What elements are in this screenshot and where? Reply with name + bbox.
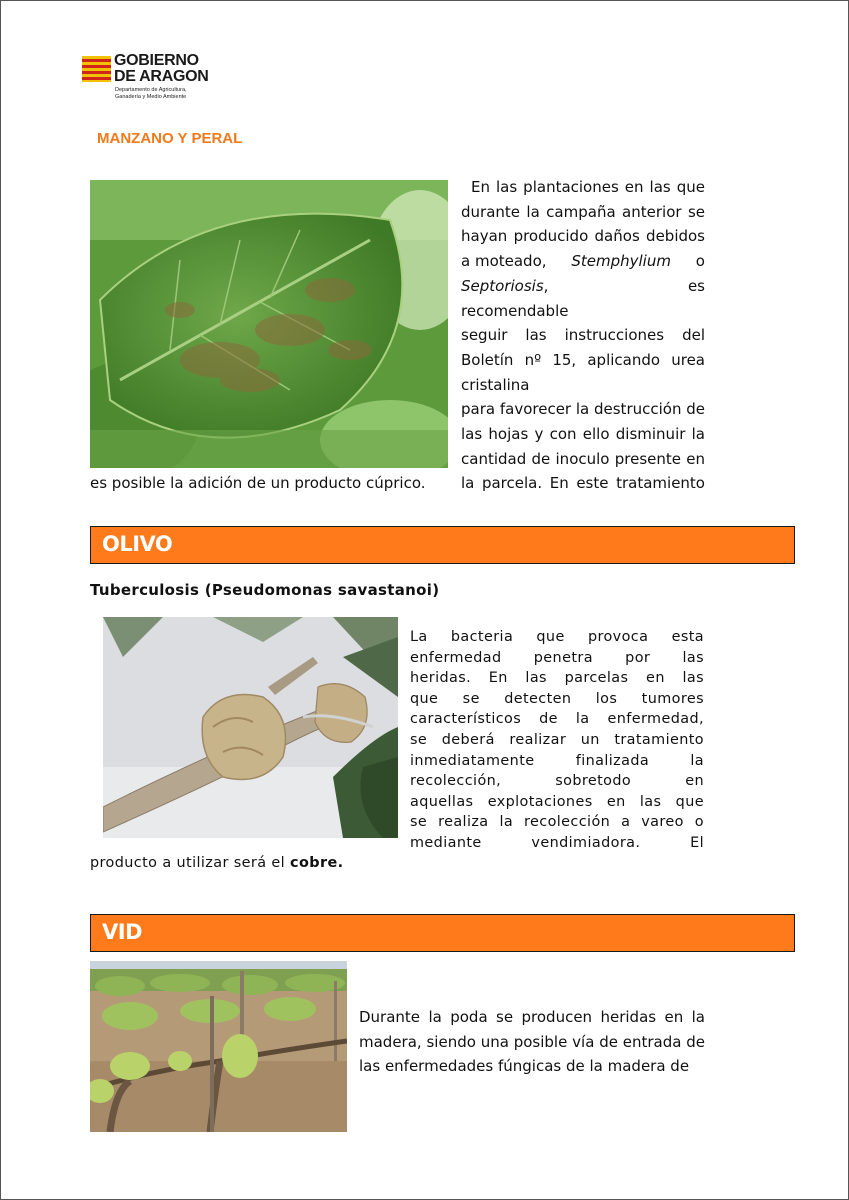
logo-subline2: Ganadería y Medio Ambiente — [115, 94, 187, 100]
section-bar-vid — [90, 914, 795, 952]
olivo-line: recolección, sobretodo en — [410, 773, 704, 790]
gobierno-aragon-logo — [80, 50, 220, 106]
section-title-vid: VID — [102, 920, 142, 944]
manzano-line: durante la campaña anterior se — [461, 202, 705, 221]
aragon-flag-icon — [82, 56, 111, 82]
olivo-line: inmediatamente finalizada la — [410, 752, 704, 769]
section-title-olivo: OLIVO — [102, 532, 173, 556]
manzano-line: En las plantaciones en las que — [471, 178, 705, 196]
olivo-paragraph-right — [410, 627, 704, 854]
manzano-line: seguir las instrucciones del — [461, 326, 705, 345]
olivo-line-last — [90, 853, 510, 874]
manzano-line: Boletín nº 15, aplicando urea — [461, 350, 705, 369]
olivo-line: aquellas explotaciones en las que — [410, 793, 704, 810]
olivo-line: heridas. En las parcelas en las — [410, 670, 704, 687]
olivo-line: se realiza la recolección a vareo o — [410, 814, 704, 831]
section-title-manzano: MANZANO Y PERAL — [97, 130, 243, 147]
olivo-line: que se detecten los tumores — [410, 690, 704, 707]
logo-subtitle — [115, 87, 225, 101]
olivo-line: mediante vendimiadora. El — [410, 834, 704, 851]
olive-tuberculosis-photo — [103, 617, 398, 838]
manzano-line: para favorecer la destrucción de — [461, 400, 705, 419]
manzano-line4-pre: a moteado, — [461, 252, 547, 271]
apple-leaf-photo — [90, 180, 448, 468]
manzano-line: cantidad de inoculo presente en — [461, 449, 705, 468]
manzano-line5-post: , es recomendable — [461, 276, 705, 320]
olivo-line: característicos de la enfermedad, — [410, 711, 704, 728]
manzano-stemphylium: Stemphylium — [571, 252, 671, 271]
vid-line: Durante la poda se producen heridas en la — [359, 1008, 705, 1026]
olivo-line: La bacteria que provoca esta — [410, 629, 704, 645]
manzano-line4-post: o — [695, 252, 705, 271]
manzano-line: la parcela. En este tratamiento — [461, 474, 705, 493]
logo-line1: GOBIERNO — [114, 52, 199, 69]
olivo-subheading: Tuberculosis (Pseudomonas savastanoi) — [90, 581, 440, 599]
manzano-line — [461, 249, 705, 274]
logo-text — [114, 53, 209, 85]
logo-subline1: Departamento de Agricultura, — [115, 87, 187, 93]
manzano-line — [461, 274, 705, 323]
olivo-line: se deberá realizar un tratamiento — [410, 731, 704, 748]
olivo-cobre: cobre. — [290, 855, 344, 871]
manzano-line: las hojas y con ello disminuir la — [461, 425, 705, 444]
manzano-line-last: es posible la adición de un producto cúprico. — [90, 474, 426, 492]
manzano-septoriosis: Septoriosis — [461, 276, 544, 295]
manzano-line: hayan producido daños debidos — [461, 227, 705, 246]
vineyard-photo — [90, 961, 347, 1132]
manzano-line: cristalina — [461, 375, 530, 394]
vid-line: las enfermedades fúngicas de la madera de — [359, 1057, 690, 1076]
vid-paragraph-right — [359, 1005, 705, 1079]
manzano-paragraph-right — [461, 175, 705, 496]
olivo-line12-pre: producto a utilizar será el — [90, 855, 286, 871]
logo-line2: DE ARAGON — [114, 68, 209, 85]
vid-line: madera, siendo una posible vía de entrada de — [359, 1032, 705, 1051]
section-bar-olivo — [90, 526, 795, 564]
olivo-line: enfermedad penetra por las — [410, 649, 704, 666]
